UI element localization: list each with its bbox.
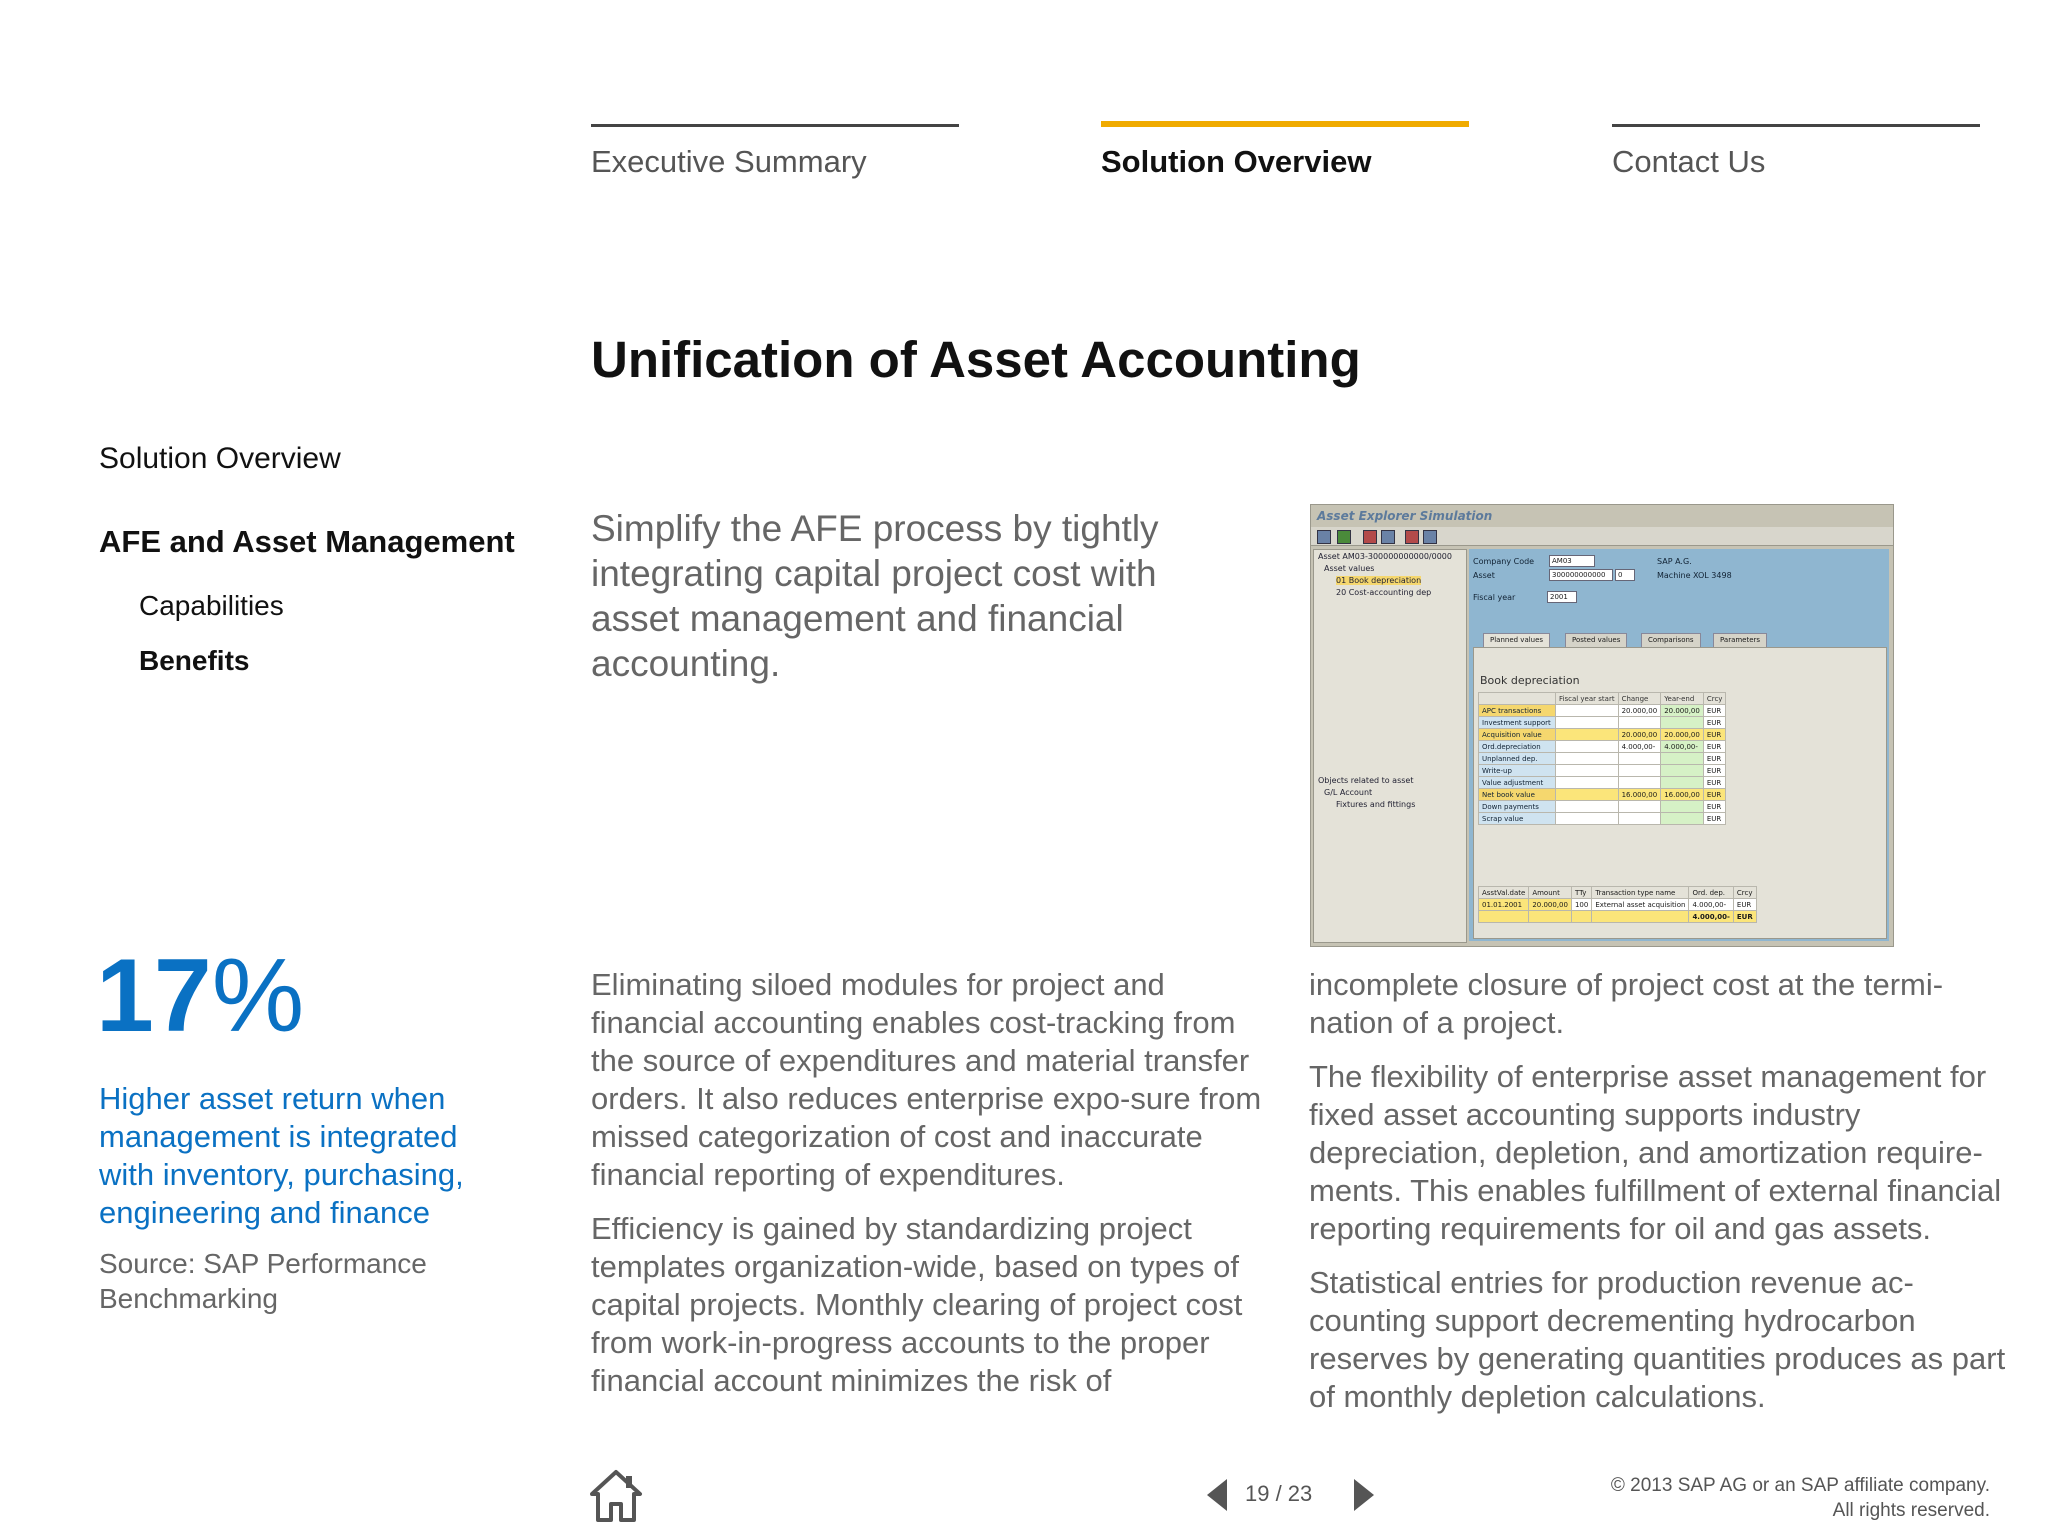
grid-cell: Unplanned dep.	[1479, 753, 1556, 765]
values-grid	[1478, 692, 1726, 825]
grid-cell: 20.000,00	[1529, 899, 1572, 911]
body-paragraph: incomplete closure of project cost at the termi-nation of a project.	[1309, 967, 1944, 1040]
tree-node: Asset values	[1324, 564, 1375, 573]
field-label: Fiscal year	[1473, 593, 1516, 602]
grid-cell: EUR	[1703, 753, 1726, 765]
grid-cell: 16.000,00	[1618, 789, 1661, 801]
grid-cell: EUR	[1703, 717, 1726, 729]
grid-header: Crcy	[1733, 887, 1756, 899]
grid-cell	[1556, 717, 1619, 729]
grid-cell: 20.000,00	[1661, 729, 1704, 741]
grid-cell: EUR	[1703, 789, 1726, 801]
grid-row	[1479, 899, 1757, 911]
body-paragraph: The flexibility of enterprise asset management for fixed asset accounting supports industry depreciation, depletion, and amortization require-ments. This enables fulfillment of external financial reporting requirements for oil and gas assets.	[1309, 1059, 2002, 1246]
grid-row	[1479, 911, 1757, 923]
grid-cell	[1556, 753, 1619, 765]
grid-cell	[1661, 801, 1704, 813]
page-indicator: 19 / 23	[1245, 1481, 1313, 1506]
toolbar-icon	[1363, 530, 1377, 544]
grid-cell	[1556, 777, 1619, 789]
grid-cell	[1661, 777, 1704, 789]
body-column-left	[591, 966, 1271, 1416]
grid-cell	[1592, 911, 1689, 923]
grid-header: Fiscal year start	[1556, 693, 1619, 705]
grid-cell: 01.01.2001	[1479, 899, 1529, 911]
toolbar-icon	[1337, 530, 1351, 544]
grid-cell: EUR	[1703, 729, 1726, 741]
tab-divider	[1612, 124, 1980, 127]
grid-cell: APC transactions	[1479, 705, 1556, 717]
grid-cell	[1529, 911, 1572, 923]
grid-cell	[1618, 801, 1661, 813]
grid-cell	[1556, 789, 1619, 801]
sidebar-item-solution-overview[interactable]: Solution Overview	[99, 442, 341, 475]
grid-cell: EUR	[1733, 911, 1756, 923]
grid-cell: 20.000,00	[1618, 729, 1661, 741]
body-paragraph: Eliminating siloed modules for project and financial accounting enables cost-tracking from the source of expenditures and material transfer orders. It also reduces enterprise expo-sure from missed categorization of cost and inaccurate financial reporting of expenditures.	[591, 967, 1262, 1192]
asset-subnumber-field: 0	[1615, 569, 1635, 581]
copyright-line: © 2013 SAP AG or an SAP affiliate company.	[1610, 1475, 1990, 1496]
grid-cell: Acquisition value	[1479, 729, 1556, 741]
grid-cell: EUR	[1703, 777, 1726, 789]
grid-row	[1479, 765, 1726, 777]
grid-row	[1479, 801, 1726, 813]
tab-divider	[591, 124, 959, 127]
page-title: Unification of Asset Accounting	[591, 331, 1361, 388]
grid-cell: 20.000,00	[1618, 705, 1661, 717]
tab-executive-summary[interactable]	[591, 124, 959, 184]
grid-cell	[1618, 717, 1661, 729]
grid-header: AsstVal.date	[1479, 887, 1529, 899]
grid-header: Amount	[1529, 887, 1572, 899]
panel-heading: Book depreciation	[1480, 674, 1580, 687]
asset-explorer-screenshot	[1310, 504, 1894, 947]
tree-related-header: Objects related to asset	[1318, 776, 1414, 785]
field-label: Asset	[1473, 571, 1495, 580]
screenshot-tab: Posted values	[1565, 633, 1627, 648]
grid-cell	[1556, 765, 1619, 777]
toolbar-icon	[1317, 530, 1331, 544]
stat-number: 17	[96, 938, 212, 1054]
grid-cell: Investment support	[1479, 717, 1556, 729]
grid-row	[1479, 741, 1726, 753]
transactions-grid	[1478, 886, 1757, 923]
tab-label: Executive Summary	[591, 144, 867, 179]
tab-label: Contact Us	[1612, 144, 1766, 179]
toolbar-icon	[1381, 530, 1395, 544]
grid-cell	[1618, 753, 1661, 765]
grid-cell: EUR	[1703, 801, 1726, 813]
grid-cell: 4.000,00-	[1661, 741, 1704, 753]
tree-header: Asset AM03-300000000000/0000	[1318, 552, 1452, 561]
toolbar-icon	[1405, 530, 1419, 544]
sidebar-item-capabilities[interactable]: Capabilities	[139, 590, 284, 621]
grid-cell: Scrap value	[1479, 813, 1556, 825]
grid-row	[1479, 717, 1726, 729]
grid-row	[1479, 753, 1726, 765]
body-column-right	[1309, 966, 2009, 1432]
stat-description: Higher asset return when management is integrated with inventory, purchasing, engineering and finance	[99, 1081, 464, 1230]
body-paragraph: Efficiency is gained by standardizing project templates organization-wide, based on types of capital projects. Monthly clearing of project cost from work-in-progress accounts to the proper financial account minimizes the risk of	[591, 1211, 1243, 1398]
field-label: Company Code	[1473, 557, 1535, 566]
book-depreciation-panel	[1473, 647, 1887, 939]
grid-cell	[1661, 813, 1704, 825]
grid-cell	[1556, 813, 1619, 825]
grid-cell: EUR	[1703, 765, 1726, 777]
grid-cell: EUR	[1703, 813, 1726, 825]
stat-unit: %	[211, 938, 305, 1054]
fiscal-year-field: 2001	[1547, 591, 1577, 603]
grid-row	[1479, 777, 1726, 789]
tree-related-item: Fixtures and fittings	[1336, 800, 1416, 809]
tab-solution-overview[interactable]	[1101, 124, 1469, 184]
sidebar-item-benefits[interactable]: Benefits	[139, 645, 250, 676]
grid-header: Crcy	[1703, 693, 1726, 705]
toolbar-icon	[1423, 530, 1437, 544]
grid-cell: 4.000,00-	[1618, 741, 1661, 753]
screenshot-toolbar	[1311, 527, 1893, 546]
grid-row	[1479, 705, 1726, 717]
grid-cell: EUR	[1703, 741, 1726, 753]
grid-cell	[1556, 705, 1619, 717]
grid-header: Change	[1618, 693, 1661, 705]
grid-header: Ord. dep.	[1689, 887, 1733, 899]
grid-cell: 20.000,00	[1661, 705, 1704, 717]
grid-cell	[1479, 911, 1529, 923]
tree-item: 20 Cost-accounting dep	[1336, 588, 1432, 597]
company-name: SAP A.G.	[1657, 557, 1692, 566]
grid-row	[1479, 729, 1726, 741]
grid-cell	[1618, 813, 1661, 825]
asset-description: Machine XOL 3498	[1657, 571, 1732, 580]
intro-text: Simplify the AFE process by tightly integrating capital project cost with asset management and financial accounting.	[591, 508, 1159, 684]
screenshot-title: Asset Explorer Simulation	[1317, 509, 1493, 523]
screenshot-tab: Parameters	[1713, 633, 1767, 648]
grid-cell	[1661, 717, 1704, 729]
grid-cell	[1618, 777, 1661, 789]
grid-cell: EUR	[1703, 705, 1726, 717]
sidebar-item-afe-asset-management[interactable]: AFE and Asset Management	[99, 524, 515, 559]
grid-cell: Net book value	[1479, 789, 1556, 801]
home-icon[interactable]	[588, 1468, 644, 1524]
stat-source: Source: SAP Performance Benchmarking	[99, 1248, 427, 1314]
copyright	[1550, 1473, 1990, 1523]
copyright-line: All rights reserved.	[1832, 1500, 1990, 1521]
grid-cell	[1556, 729, 1619, 741]
tab-contact-us[interactable]	[1612, 124, 1980, 184]
tree-item: 01 Book depreciation	[1336, 576, 1422, 585]
asset-tree	[1313, 549, 1467, 943]
grid-cell: External asset acquisition	[1592, 899, 1689, 911]
triangle-left-icon[interactable]	[1205, 1477, 1229, 1513]
screenshot-tab: Comparisons	[1641, 633, 1701, 648]
grid-header-row	[1479, 887, 1757, 899]
grid-cell: 16.000,00	[1661, 789, 1704, 801]
company-code-field: AM03	[1549, 555, 1595, 567]
grid-cell	[1618, 765, 1661, 777]
screenshot-tab: Planned values	[1483, 633, 1550, 648]
grid-cell	[1661, 753, 1704, 765]
asset-detail-pane	[1469, 549, 1889, 941]
grid-header	[1479, 693, 1556, 705]
grid-header: Year-end	[1661, 693, 1704, 705]
grid-cell: 4.000,00-	[1689, 911, 1733, 923]
grid-cell: Write-up	[1479, 765, 1556, 777]
grid-cell: Ord.depreciation	[1479, 741, 1556, 753]
stat-value	[96, 938, 305, 1054]
tab-active-indicator	[1101, 121, 1469, 127]
grid-cell	[1556, 741, 1619, 753]
grid-cell	[1556, 801, 1619, 813]
grid-header: TTy	[1571, 887, 1591, 899]
grid-cell: EUR	[1733, 899, 1756, 911]
grid-cell: Down payments	[1479, 801, 1556, 813]
asset-field: 300000000000	[1549, 569, 1613, 581]
grid-cell	[1661, 765, 1704, 777]
grid-cell: Value adjustment	[1479, 777, 1556, 789]
grid-row	[1479, 789, 1726, 801]
tab-label: Solution Overview	[1101, 144, 1372, 179]
grid-cell: 4.000,00-	[1689, 899, 1733, 911]
grid-cell: 100	[1571, 899, 1591, 911]
grid-cell	[1571, 911, 1591, 923]
body-paragraph: Statistical entries for production revenue ac-counting support decrementing hydrocarbon reserves by generating quantities produces as part of monthly depletion calculations.	[1309, 1265, 2006, 1414]
triangle-right-icon[interactable]	[1352, 1477, 1376, 1513]
screenshot-tabs	[1473, 633, 1885, 647]
grid-header: Transaction type name	[1592, 887, 1689, 899]
grid-header-row	[1479, 693, 1726, 705]
grid-row	[1479, 813, 1726, 825]
tree-related-item: G/L Account	[1324, 788, 1373, 797]
